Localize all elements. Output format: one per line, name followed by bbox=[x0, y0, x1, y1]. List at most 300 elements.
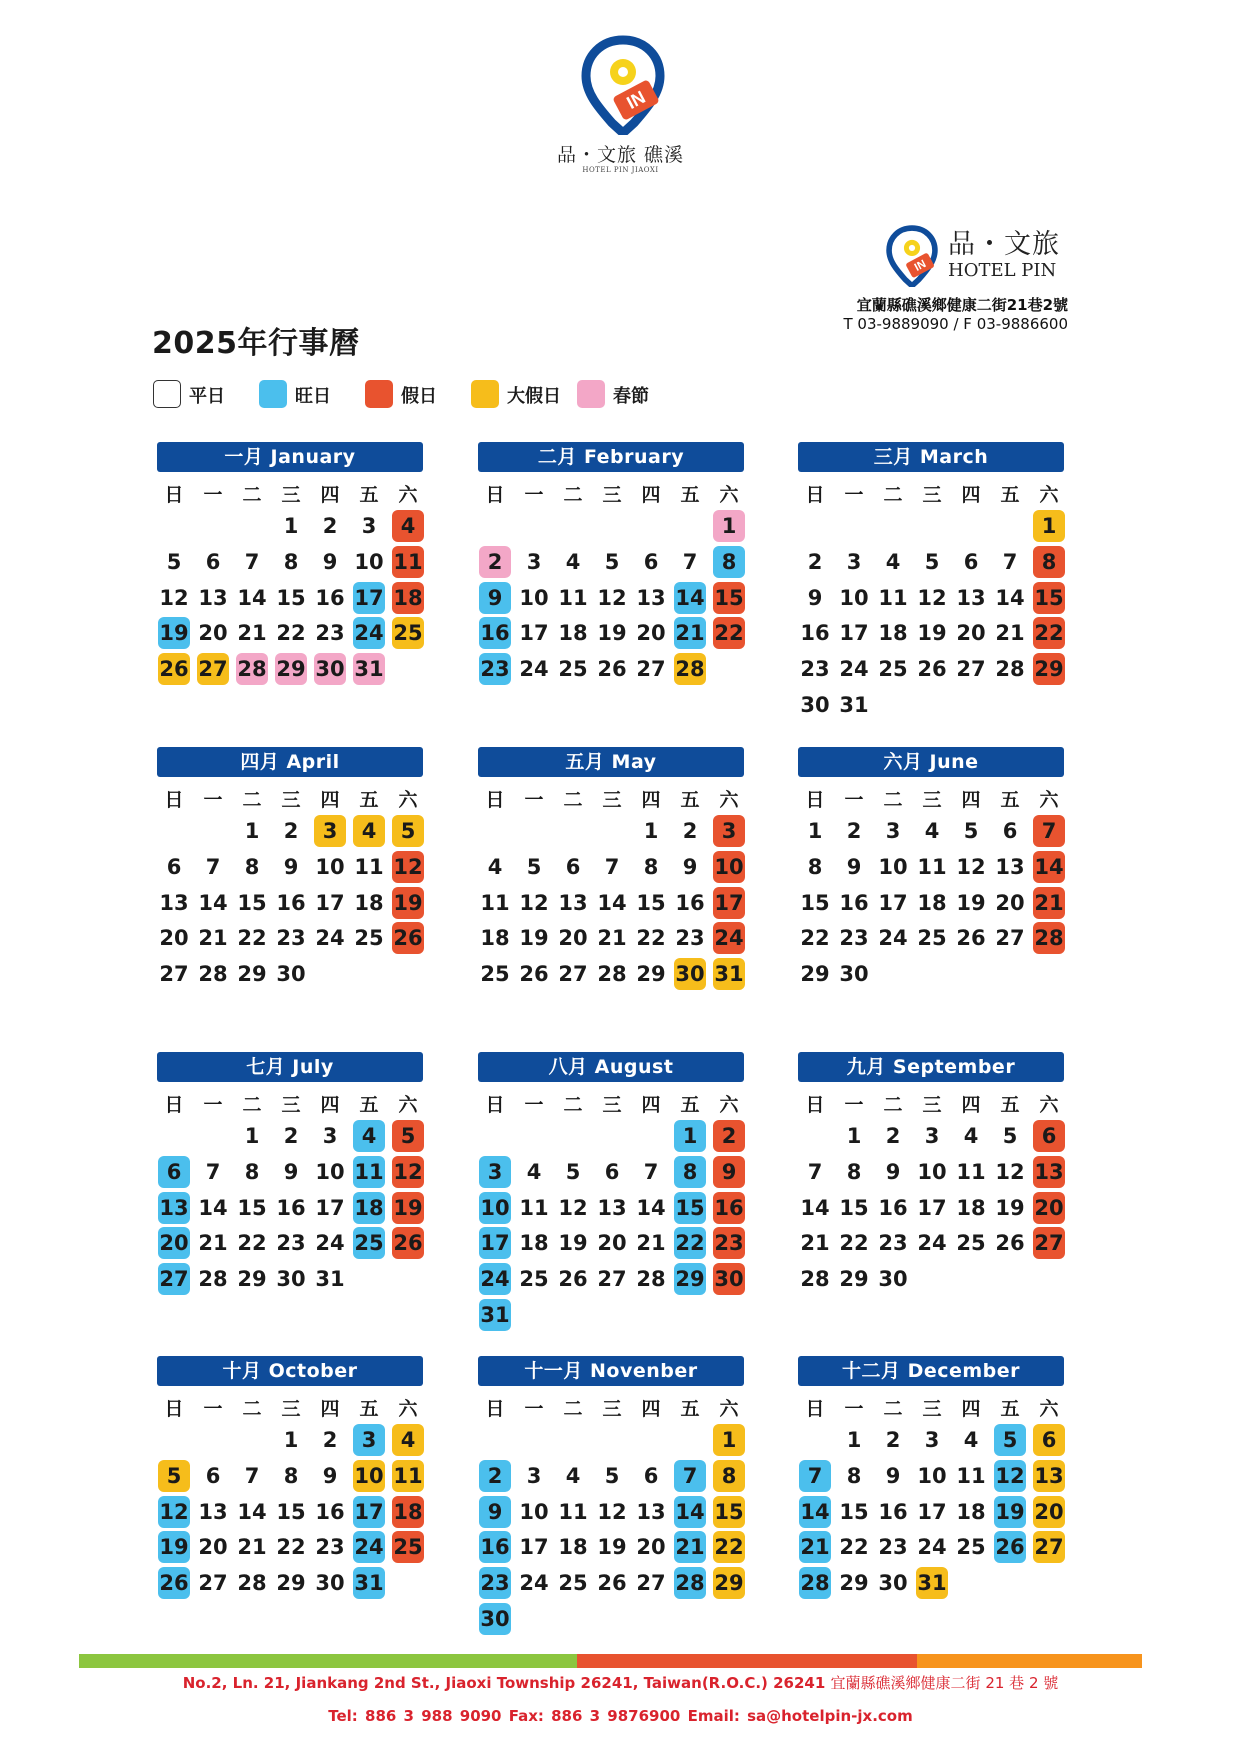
day-cell: 3 bbox=[353, 1424, 385, 1456]
day-cell: 9 bbox=[283, 855, 299, 879]
day-cell: 13 bbox=[636, 586, 666, 610]
day-cell: 5 bbox=[392, 1120, 424, 1152]
day-cell: 1 bbox=[713, 1424, 745, 1456]
day-cell: 8 bbox=[674, 1156, 706, 1188]
day-cell: 17 bbox=[353, 582, 385, 614]
day-cell: 5 bbox=[604, 550, 620, 574]
month-header: 一月 January bbox=[157, 442, 423, 472]
day-cell: 19 bbox=[917, 621, 947, 645]
day-cell: 28 bbox=[800, 1267, 830, 1291]
day-cell: 26 bbox=[994, 1531, 1026, 1563]
day-cell: 10 bbox=[878, 855, 908, 879]
day-cell: 15 bbox=[674, 1192, 706, 1224]
footer-bar-red bbox=[577, 1654, 917, 1668]
day-cell: 29 bbox=[275, 653, 307, 685]
weekday-label: 日 bbox=[164, 1094, 184, 1116]
day-cell: 5 bbox=[158, 1460, 190, 1492]
day-cell: 19 bbox=[158, 1531, 190, 1563]
day-cell: 9 bbox=[322, 550, 338, 574]
hotel-pin-logo-small bbox=[884, 225, 940, 287]
day-cell: 24 bbox=[878, 926, 908, 950]
day-cell: 11 bbox=[956, 1160, 986, 1184]
day-cell: 23 bbox=[315, 1535, 345, 1559]
day-cell: 15 bbox=[1033, 582, 1065, 614]
day-cell: 26 bbox=[558, 1267, 588, 1291]
day-cell: 12 bbox=[159, 586, 189, 610]
day-cell: 19 bbox=[597, 621, 627, 645]
weekday-label: 四 bbox=[641, 1094, 661, 1116]
weekday-label: 二 bbox=[563, 484, 583, 506]
day-cell: 24 bbox=[519, 1571, 549, 1595]
day-cell: 3 bbox=[846, 550, 862, 574]
day-cell: 4 bbox=[392, 1424, 424, 1456]
day-cell: 25 bbox=[878, 657, 908, 681]
weekday-label: 日 bbox=[485, 1094, 505, 1116]
day-cell: 12 bbox=[995, 1160, 1025, 1184]
day-cell: 27 bbox=[597, 1267, 627, 1291]
day-cell: 5 bbox=[392, 815, 424, 847]
day-cell: 26 bbox=[956, 926, 986, 950]
day-cell: 29 bbox=[800, 962, 830, 986]
day-cell: 11 bbox=[878, 586, 908, 610]
weekday-label: 一 bbox=[203, 1398, 223, 1420]
day-cell: 13 bbox=[558, 891, 588, 915]
svg-text:IN: IN bbox=[912, 258, 929, 274]
day-cell: 7 bbox=[682, 550, 698, 574]
day-cell: 17 bbox=[713, 887, 745, 919]
legend-swatch bbox=[365, 380, 393, 408]
day-cell: 17 bbox=[878, 891, 908, 915]
day-cell: 12 bbox=[597, 1500, 627, 1524]
day-cell: 5 bbox=[1002, 1124, 1018, 1148]
day-cell: 30 bbox=[878, 1571, 908, 1595]
weekday-label: 三 bbox=[922, 789, 942, 811]
day-cell: 28 bbox=[674, 1567, 706, 1599]
weekday-label: 二 bbox=[883, 1094, 903, 1116]
day-cell: 27 bbox=[197, 653, 229, 685]
day-cell: 24 bbox=[519, 657, 549, 681]
day-cell: 27 bbox=[158, 1263, 190, 1295]
day-cell: 24 bbox=[353, 617, 385, 649]
footer-bar-green bbox=[79, 1654, 577, 1668]
weekday-label: 二 bbox=[563, 1398, 583, 1420]
weekday-label: 一 bbox=[844, 484, 864, 506]
day-cell: 23 bbox=[878, 1535, 908, 1559]
day-cell: 2 bbox=[322, 514, 338, 538]
day-cell: 10 bbox=[519, 586, 549, 610]
day-cell: 12 bbox=[392, 851, 424, 883]
weekday-label: 日 bbox=[805, 1094, 825, 1116]
day-cell: 13 bbox=[158, 1192, 190, 1224]
day-cell: 4 bbox=[353, 815, 385, 847]
day-cell: 3 bbox=[479, 1156, 511, 1188]
day-cell: 15 bbox=[839, 1500, 869, 1524]
weekday-label: 五 bbox=[680, 1398, 700, 1420]
day-cell: 26 bbox=[995, 1231, 1025, 1255]
weekday-label: 六 bbox=[398, 1094, 418, 1116]
day-cell: 30 bbox=[276, 1267, 306, 1291]
day-cell: 21 bbox=[799, 1531, 831, 1563]
day-cell: 18 bbox=[480, 926, 510, 950]
day-cell: 27 bbox=[636, 657, 666, 681]
day-cell: 10 bbox=[479, 1192, 511, 1224]
day-cell: 9 bbox=[807, 586, 823, 610]
day-cell: 23 bbox=[315, 621, 345, 645]
day-cell: 8 bbox=[713, 1460, 745, 1492]
day-cell: 29 bbox=[713, 1567, 745, 1599]
day-cell: 3 bbox=[314, 815, 346, 847]
day-cell: 28 bbox=[237, 1571, 267, 1595]
footer-address bbox=[0, 1672, 1241, 1693]
day-cell: 2 bbox=[283, 819, 299, 843]
day-cell: 16 bbox=[479, 1531, 511, 1563]
day-cell: 6 bbox=[963, 550, 979, 574]
day-cell: 2 bbox=[885, 1124, 901, 1148]
day-cell: 30 bbox=[479, 1603, 511, 1635]
day-cell: 1 bbox=[643, 819, 659, 843]
day-cell: 14 bbox=[1033, 851, 1065, 883]
day-cell: 14 bbox=[674, 1496, 706, 1528]
brand-name-en: HOTEL PIN JIAOXI bbox=[582, 166, 659, 174]
day-cell: 19 bbox=[994, 1496, 1026, 1528]
day-cell: 6 bbox=[205, 550, 221, 574]
weekday-label: 六 bbox=[398, 1398, 418, 1420]
day-cell: 10 bbox=[519, 1500, 549, 1524]
day-cell: 7 bbox=[205, 1160, 221, 1184]
day-cell: 4 bbox=[963, 1428, 979, 1452]
footer-bar-orange bbox=[917, 1654, 1142, 1668]
day-cell: 13 bbox=[956, 586, 986, 610]
day-cell: 16 bbox=[315, 1500, 345, 1524]
day-cell: 23 bbox=[800, 657, 830, 681]
day-cell: 10 bbox=[917, 1464, 947, 1488]
day-cell: 1 bbox=[1033, 510, 1065, 542]
legend-swatch bbox=[471, 380, 499, 408]
day-cell: 19 bbox=[597, 1535, 627, 1559]
day-cell: 12 bbox=[392, 1156, 424, 1188]
day-cell: 23 bbox=[878, 1231, 908, 1255]
day-cell: 9 bbox=[479, 1496, 511, 1528]
day-cell: 27 bbox=[995, 926, 1025, 950]
day-cell: 24 bbox=[839, 657, 869, 681]
day-cell: 17 bbox=[519, 1535, 549, 1559]
weekday-label: 一 bbox=[203, 484, 223, 506]
day-cell: 22 bbox=[276, 621, 306, 645]
day-cell: 17 bbox=[917, 1196, 947, 1220]
day-cell: 18 bbox=[917, 891, 947, 915]
day-cell: 14 bbox=[237, 1500, 267, 1524]
day-cell: 31 bbox=[353, 1567, 385, 1599]
day-cell: 13 bbox=[198, 1500, 228, 1524]
day-cell: 18 bbox=[392, 1496, 424, 1528]
day-cell: 8 bbox=[283, 550, 299, 574]
day-cell: 1 bbox=[807, 819, 823, 843]
day-cell: 21 bbox=[674, 617, 706, 649]
day-cell: 30 bbox=[276, 962, 306, 986]
day-cell: 8 bbox=[713, 546, 745, 578]
day-cell: 21 bbox=[636, 1231, 666, 1255]
weekday-label: 三 bbox=[281, 789, 301, 811]
day-cell: 9 bbox=[322, 1464, 338, 1488]
weekday-label: 四 bbox=[641, 789, 661, 811]
day-cell: 18 bbox=[558, 621, 588, 645]
weekday-label: 二 bbox=[242, 1398, 262, 1420]
day-cell: 5 bbox=[526, 855, 542, 879]
weekday-label: 二 bbox=[563, 789, 583, 811]
weekday-label: 一 bbox=[203, 1094, 223, 1116]
day-cell: 2 bbox=[846, 819, 862, 843]
day-cell: 19 bbox=[995, 1196, 1025, 1220]
hotel-address: 宜蘭縣礁溪鄉健康二街21巷2號 bbox=[856, 296, 1068, 314]
day-cell: 18 bbox=[878, 621, 908, 645]
day-cell: 11 bbox=[392, 1460, 424, 1492]
day-cell: 7 bbox=[643, 1160, 659, 1184]
day-cell: 30 bbox=[674, 958, 706, 990]
day-cell: 31 bbox=[315, 1267, 345, 1291]
day-cell: 6 bbox=[1033, 1424, 1065, 1456]
day-cell: 25 bbox=[480, 962, 510, 986]
day-cell: 6 bbox=[643, 550, 659, 574]
day-cell: 2 bbox=[807, 550, 823, 574]
day-cell: 19 bbox=[158, 617, 190, 649]
day-cell: 12 bbox=[956, 855, 986, 879]
day-cell: 11 bbox=[480, 891, 510, 915]
day-cell: 6 bbox=[643, 1464, 659, 1488]
day-cell: 26 bbox=[158, 653, 190, 685]
day-cell: 16 bbox=[713, 1192, 745, 1224]
weekday-label: 六 bbox=[398, 789, 418, 811]
weekday-label: 日 bbox=[164, 484, 184, 506]
day-cell: 29 bbox=[839, 1267, 869, 1291]
day-cell: 19 bbox=[956, 891, 986, 915]
day-cell: 9 bbox=[885, 1464, 901, 1488]
day-cell: 30 bbox=[713, 1263, 745, 1295]
day-cell: 20 bbox=[636, 621, 666, 645]
month-header: 十二月 December bbox=[798, 1356, 1064, 1386]
day-cell: 21 bbox=[1033, 887, 1065, 919]
day-cell: 17 bbox=[479, 1227, 511, 1259]
day-cell: 31 bbox=[479, 1299, 511, 1331]
day-cell: 25 bbox=[354, 926, 384, 950]
day-cell: 7 bbox=[1002, 550, 1018, 574]
day-cell: 18 bbox=[956, 1500, 986, 1524]
day-cell: 3 bbox=[885, 819, 901, 843]
day-cell: 16 bbox=[276, 891, 306, 915]
day-cell: 9 bbox=[885, 1160, 901, 1184]
legend-label: 旺日 bbox=[295, 386, 331, 407]
day-cell: 11 bbox=[392, 546, 424, 578]
day-cell: 10 bbox=[315, 1160, 345, 1184]
hotel-pin-logo bbox=[578, 35, 668, 135]
weekday-label: 五 bbox=[680, 1094, 700, 1116]
footer-address-zh: 宜蘭縣礁溪鄉健康二街 21 巷 2 號 bbox=[830, 1674, 1059, 1692]
day-cell: 21 bbox=[674, 1531, 706, 1563]
weekday-label: 一 bbox=[524, 484, 544, 506]
weekday-label: 三 bbox=[281, 1094, 301, 1116]
month-header: 二月 February bbox=[478, 442, 744, 472]
day-cell: 1 bbox=[846, 1428, 862, 1452]
day-cell: 4 bbox=[565, 1464, 581, 1488]
weekday-label: 六 bbox=[719, 1398, 739, 1420]
day-cell: 20 bbox=[597, 1231, 627, 1255]
weekday-label: 日 bbox=[805, 789, 825, 811]
day-cell: 7 bbox=[799, 1460, 831, 1492]
day-cell: 4 bbox=[392, 510, 424, 542]
day-cell: 2 bbox=[283, 1124, 299, 1148]
weekday-label: 五 bbox=[359, 484, 379, 506]
day-cell: 14 bbox=[237, 586, 267, 610]
month-header: 六月 June bbox=[798, 747, 1064, 777]
day-cell: 9 bbox=[479, 582, 511, 614]
day-cell: 8 bbox=[846, 1160, 862, 1184]
day-cell: 10 bbox=[839, 586, 869, 610]
day-cell: 25 bbox=[353, 1227, 385, 1259]
day-cell: 9 bbox=[682, 855, 698, 879]
day-cell: 22 bbox=[1033, 617, 1065, 649]
day-cell: 20 bbox=[995, 891, 1025, 915]
day-cell: 22 bbox=[636, 926, 666, 950]
day-cell: 26 bbox=[597, 657, 627, 681]
day-cell: 22 bbox=[839, 1231, 869, 1255]
day-cell: 28 bbox=[636, 1267, 666, 1291]
day-cell: 29 bbox=[237, 962, 267, 986]
day-cell: 28 bbox=[236, 653, 268, 685]
day-cell: 8 bbox=[846, 1464, 862, 1488]
day-cell: 8 bbox=[244, 855, 260, 879]
day-cell: 5 bbox=[604, 1464, 620, 1488]
day-cell: 2 bbox=[322, 1428, 338, 1452]
weekday-label: 日 bbox=[485, 789, 505, 811]
hotel-phone-fax: T 03-9889090 / F 03-9886600 bbox=[843, 315, 1068, 333]
day-cell: 8 bbox=[807, 855, 823, 879]
day-cell: 29 bbox=[636, 962, 666, 986]
day-cell: 10 bbox=[713, 851, 745, 883]
weekday-label: 六 bbox=[1039, 1094, 1059, 1116]
day-cell: 16 bbox=[878, 1196, 908, 1220]
day-cell: 16 bbox=[878, 1500, 908, 1524]
day-cell: 25 bbox=[392, 617, 424, 649]
day-cell: 15 bbox=[800, 891, 830, 915]
day-cell: 22 bbox=[839, 1535, 869, 1559]
day-cell: 1 bbox=[846, 1124, 862, 1148]
footer-color-bar bbox=[79, 1654, 1142, 1668]
day-cell: 13 bbox=[1033, 1460, 1065, 1492]
day-cell: 11 bbox=[956, 1464, 986, 1488]
day-cell: 13 bbox=[597, 1196, 627, 1220]
brand-name-right-en: HOTEL PIN bbox=[948, 260, 1057, 281]
day-cell: 6 bbox=[1033, 1120, 1065, 1152]
legend-label: 大假日 bbox=[507, 386, 561, 407]
day-cell: 11 bbox=[558, 1500, 588, 1524]
day-cell: 30 bbox=[878, 1267, 908, 1291]
day-cell: 14 bbox=[198, 1196, 228, 1220]
weekday-label: 一 bbox=[844, 1094, 864, 1116]
day-cell: 19 bbox=[519, 926, 549, 950]
day-cell: 19 bbox=[392, 887, 424, 919]
day-cell: 8 bbox=[283, 1464, 299, 1488]
weekday-label: 六 bbox=[719, 1094, 739, 1116]
day-cell: 19 bbox=[392, 1192, 424, 1224]
day-cell: 4 bbox=[353, 1120, 385, 1152]
day-cell: 15 bbox=[237, 1196, 267, 1220]
day-cell: 14 bbox=[799, 1496, 831, 1528]
weekday-label: 六 bbox=[398, 484, 418, 506]
day-cell: 18 bbox=[519, 1231, 549, 1255]
day-cell: 30 bbox=[314, 653, 346, 685]
day-cell: 6 bbox=[565, 855, 581, 879]
day-cell: 28 bbox=[995, 657, 1025, 681]
month-header: 三月 March bbox=[798, 442, 1064, 472]
day-cell: 15 bbox=[276, 1500, 306, 1524]
month-header: 五月 May bbox=[478, 747, 744, 777]
day-cell: 20 bbox=[198, 621, 228, 645]
weekday-label: 五 bbox=[359, 789, 379, 811]
day-cell: 26 bbox=[917, 657, 947, 681]
day-cell: 7 bbox=[807, 1160, 823, 1184]
weekday-label: 日 bbox=[164, 789, 184, 811]
day-cell: 17 bbox=[315, 891, 345, 915]
month-header: 七月 July bbox=[157, 1052, 423, 1082]
day-cell: 13 bbox=[159, 891, 189, 915]
day-cell: 16 bbox=[800, 621, 830, 645]
weekday-label: 六 bbox=[1039, 789, 1059, 811]
day-cell: 18 bbox=[392, 582, 424, 614]
weekday-label: 三 bbox=[922, 1398, 942, 1420]
day-cell: 24 bbox=[479, 1263, 511, 1295]
weekday-label: 五 bbox=[1000, 1094, 1020, 1116]
day-cell: 1 bbox=[244, 819, 260, 843]
day-cell: 12 bbox=[994, 1460, 1026, 1492]
weekday-label: 二 bbox=[883, 789, 903, 811]
day-cell: 25 bbox=[917, 926, 947, 950]
day-cell: 23 bbox=[276, 1231, 306, 1255]
day-cell: 8 bbox=[1033, 546, 1065, 578]
month-header: 十一月 Novenber bbox=[478, 1356, 744, 1386]
day-cell: 21 bbox=[995, 621, 1025, 645]
day-cell: 2 bbox=[682, 819, 698, 843]
weekday-label: 一 bbox=[203, 789, 223, 811]
day-cell: 26 bbox=[392, 1227, 424, 1259]
day-cell: 24 bbox=[315, 1231, 345, 1255]
day-cell: 13 bbox=[198, 586, 228, 610]
day-cell: 29 bbox=[1033, 653, 1065, 685]
day-cell: 26 bbox=[158, 1567, 190, 1599]
day-cell: 5 bbox=[994, 1424, 1026, 1456]
weekday-label: 五 bbox=[1000, 484, 1020, 506]
day-cell: 4 bbox=[565, 550, 581, 574]
day-cell: 20 bbox=[198, 1535, 228, 1559]
day-cell: 31 bbox=[353, 653, 385, 685]
month-header: 八月 August bbox=[478, 1052, 744, 1082]
month-header: 十月 October bbox=[157, 1356, 423, 1386]
day-cell: 15 bbox=[713, 582, 745, 614]
day-cell: 2 bbox=[713, 1120, 745, 1152]
day-cell: 27 bbox=[1033, 1227, 1065, 1259]
day-cell: 24 bbox=[315, 926, 345, 950]
day-cell: 14 bbox=[198, 891, 228, 915]
day-cell: 2 bbox=[885, 1428, 901, 1452]
day-cell: 30 bbox=[839, 962, 869, 986]
day-cell: 3 bbox=[526, 550, 542, 574]
day-cell: 9 bbox=[283, 1160, 299, 1184]
weekday-label: 六 bbox=[719, 484, 739, 506]
day-cell: 11 bbox=[558, 586, 588, 610]
day-cell: 22 bbox=[674, 1227, 706, 1259]
day-cell: 4 bbox=[885, 550, 901, 574]
weekday-label: 三 bbox=[281, 1398, 301, 1420]
day-cell: 12 bbox=[917, 586, 947, 610]
weekday-label: 四 bbox=[961, 1398, 981, 1420]
